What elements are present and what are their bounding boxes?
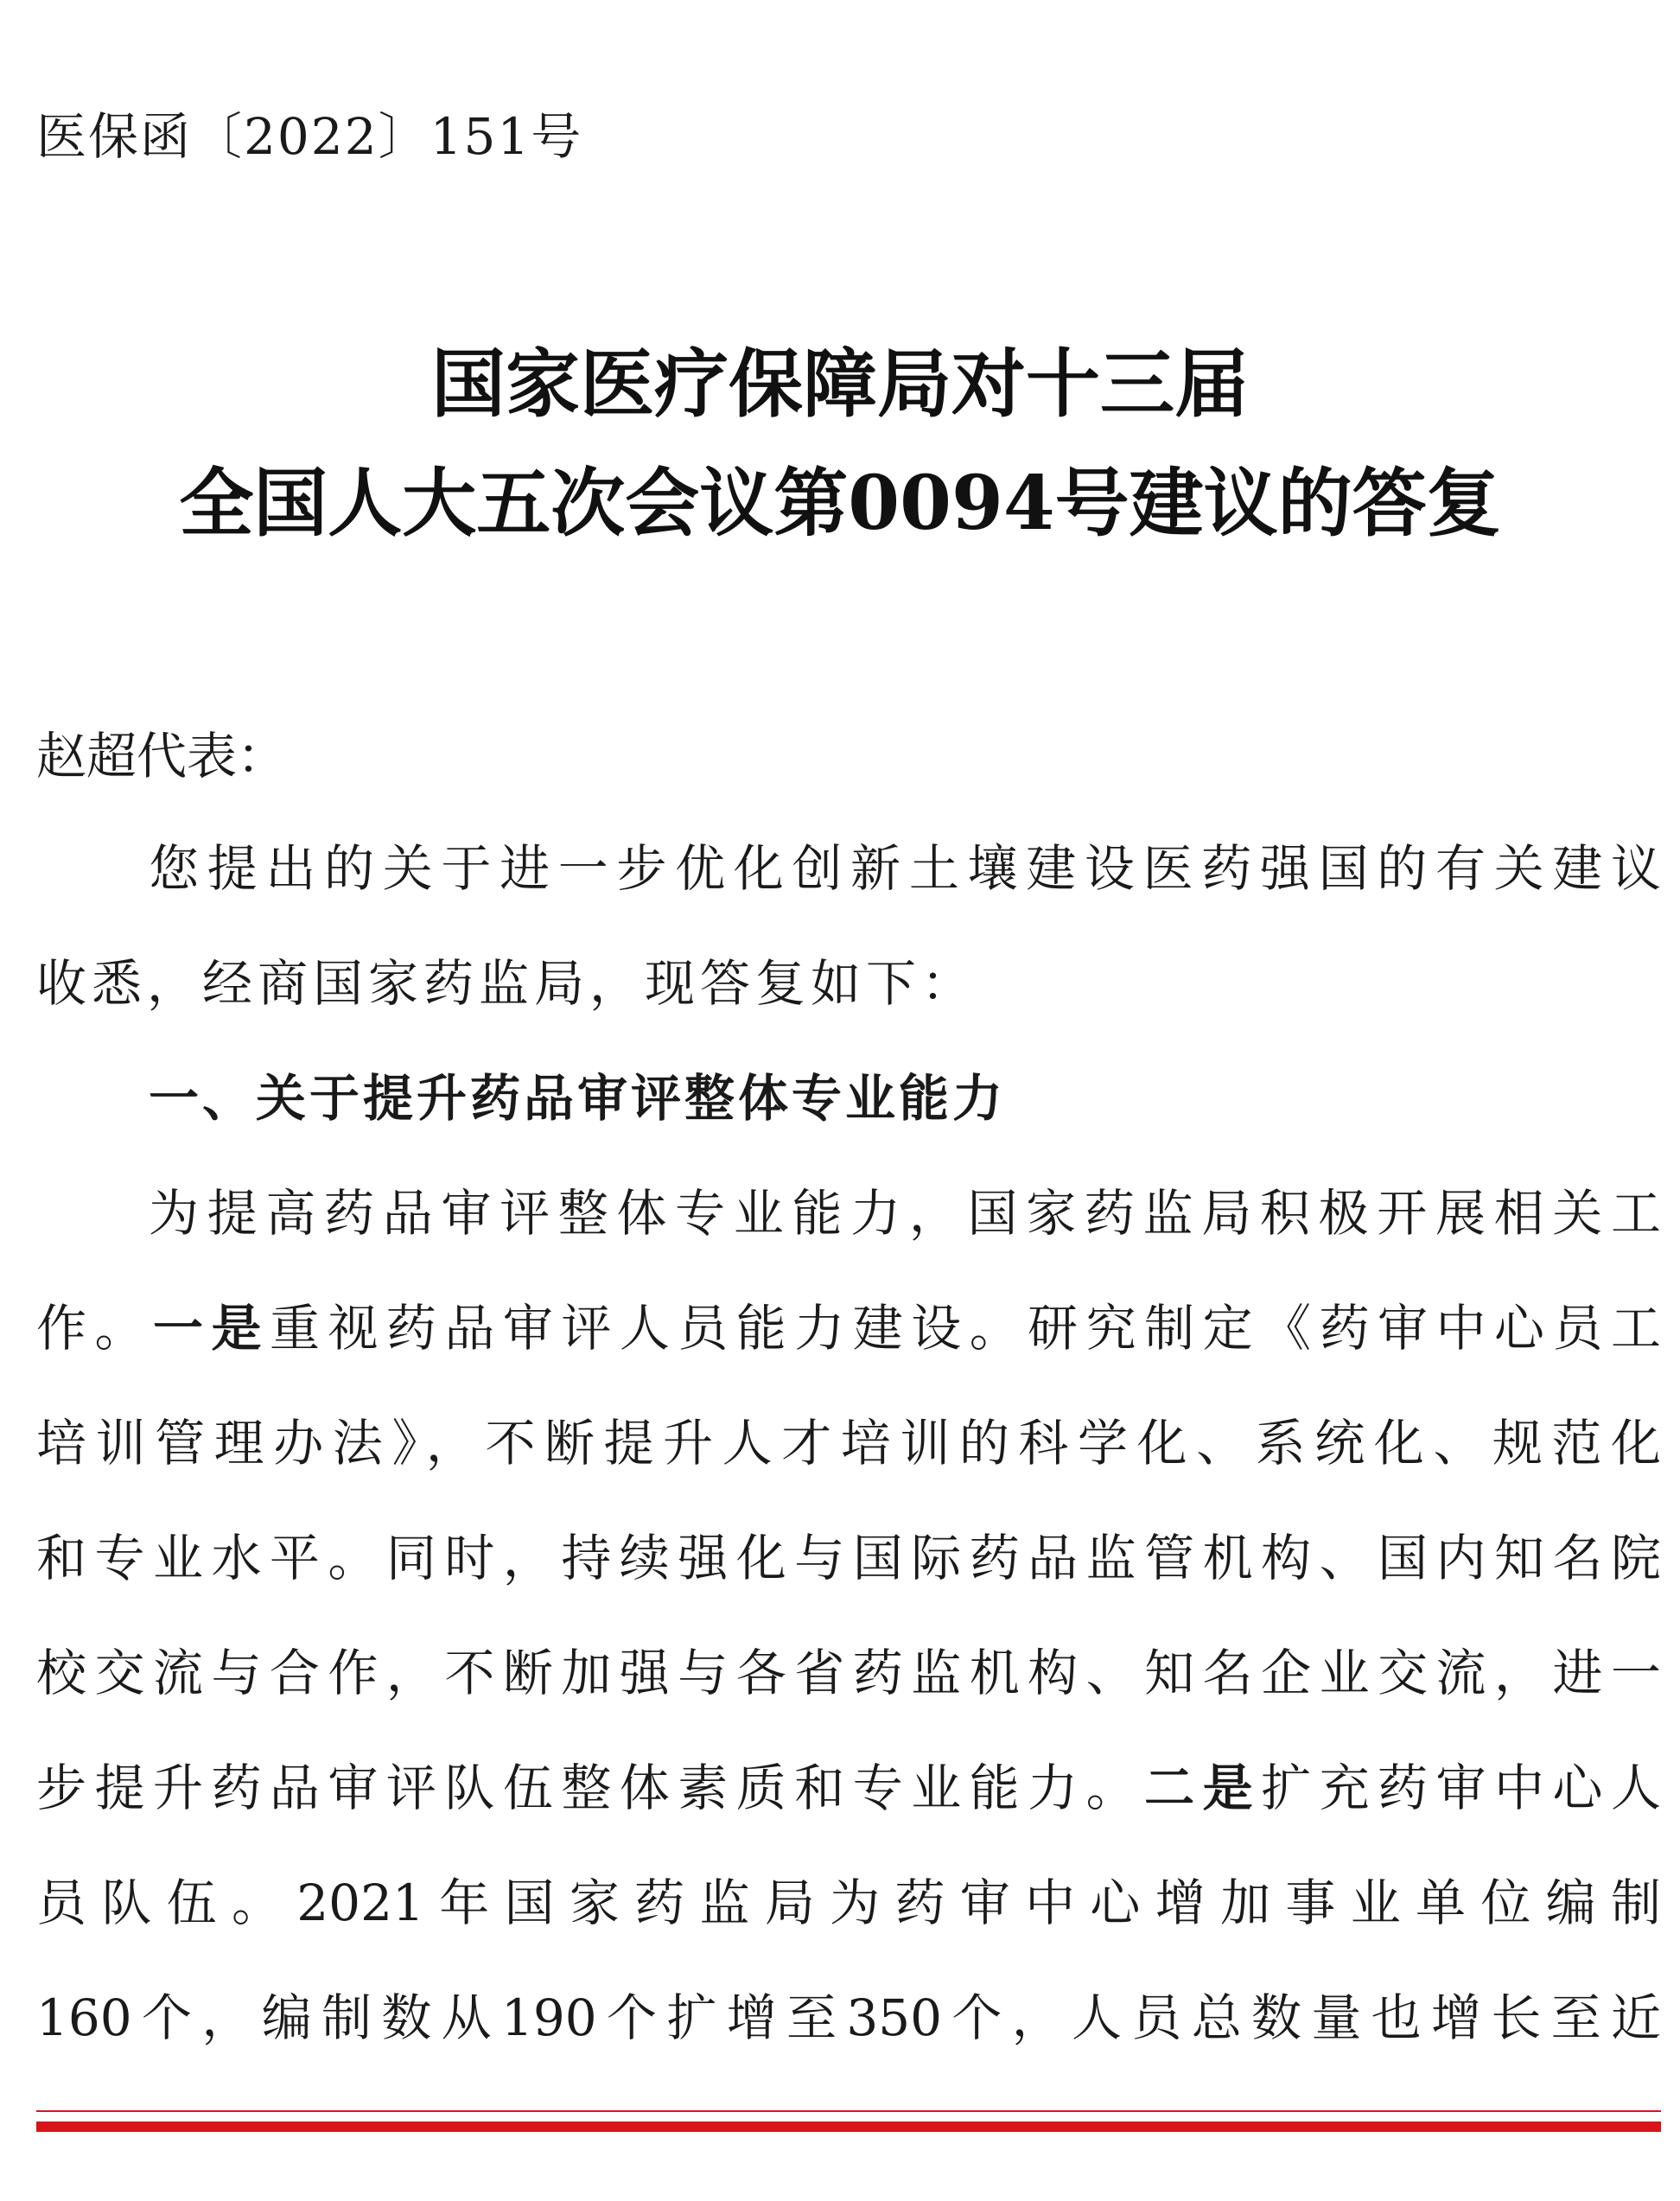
- paragraph-2-line-8: 160个，编制数从190个扩增至350个，人员总数量也增长至近: [36, 1988, 1661, 2047]
- paragraph-2-line-6-start: 步提升药品审评队伍整体素质和专业能力。: [36, 1759, 1145, 1817]
- paragraph-2-line-3: 培训管理办法》，不断提升人才培训的科学化、系统化、规范化: [36, 1414, 1661, 1473]
- keyword-second: 二是: [1144, 1759, 1262, 1817]
- paragraph-2-line-6-rest: 扩充药审中心人: [1261, 1759, 1661, 1817]
- document-title-line-2: 全国人大五次会议第0094号建议的答复: [179, 460, 1501, 547]
- paragraph-2-line-6: [36, 1753, 1661, 1823]
- document-number: 医保函〔2022〕151号: [36, 107, 583, 166]
- paragraph-1-line-1: 您提出的关于进一步优化创新土壤建设医药强国的有关建议: [149, 839, 1661, 898]
- footer-rule-thin: [36, 2110, 1661, 2112]
- paragraph-2-line-2: [36, 1294, 1661, 1363]
- paragraph-2-line-7: 员队伍。2021年国家药监局为药审中心增加事业单位编制: [36, 1873, 1661, 1932]
- section-1-heading: 一、关于提升药品审评整体专业能力: [149, 1069, 1007, 1128]
- keyword-first: 一是: [152, 1299, 270, 1358]
- paragraph-2-line-2-start: 作。: [36, 1299, 153, 1358]
- paragraph-2-line-5: 校交流与合作，不断加强与各省药监机构、知名企业交流，进一: [36, 1644, 1661, 1702]
- paragraph-2-line-1: 为提高药品审评整体专业能力，国家药监局积极开展相关工: [149, 1184, 1661, 1243]
- paragraph-2-line-4: 和专业水平。同时，持续强化与国际药品监管机构、国内知名院: [36, 1529, 1661, 1587]
- footer-rule-thick: [36, 2121, 1661, 2132]
- document-title-line-1: 国家医疗保障局对十三届: [431, 340, 1249, 428]
- salutation: 赵超代表：: [36, 727, 288, 786]
- paragraph-2-line-2-rest: 重视药品审评人员能力建设。研究制定《药审中心员工: [269, 1299, 1661, 1358]
- paragraph-1-line-2: 收悉，经商国家药监局，现答复如下：: [36, 954, 977, 1013]
